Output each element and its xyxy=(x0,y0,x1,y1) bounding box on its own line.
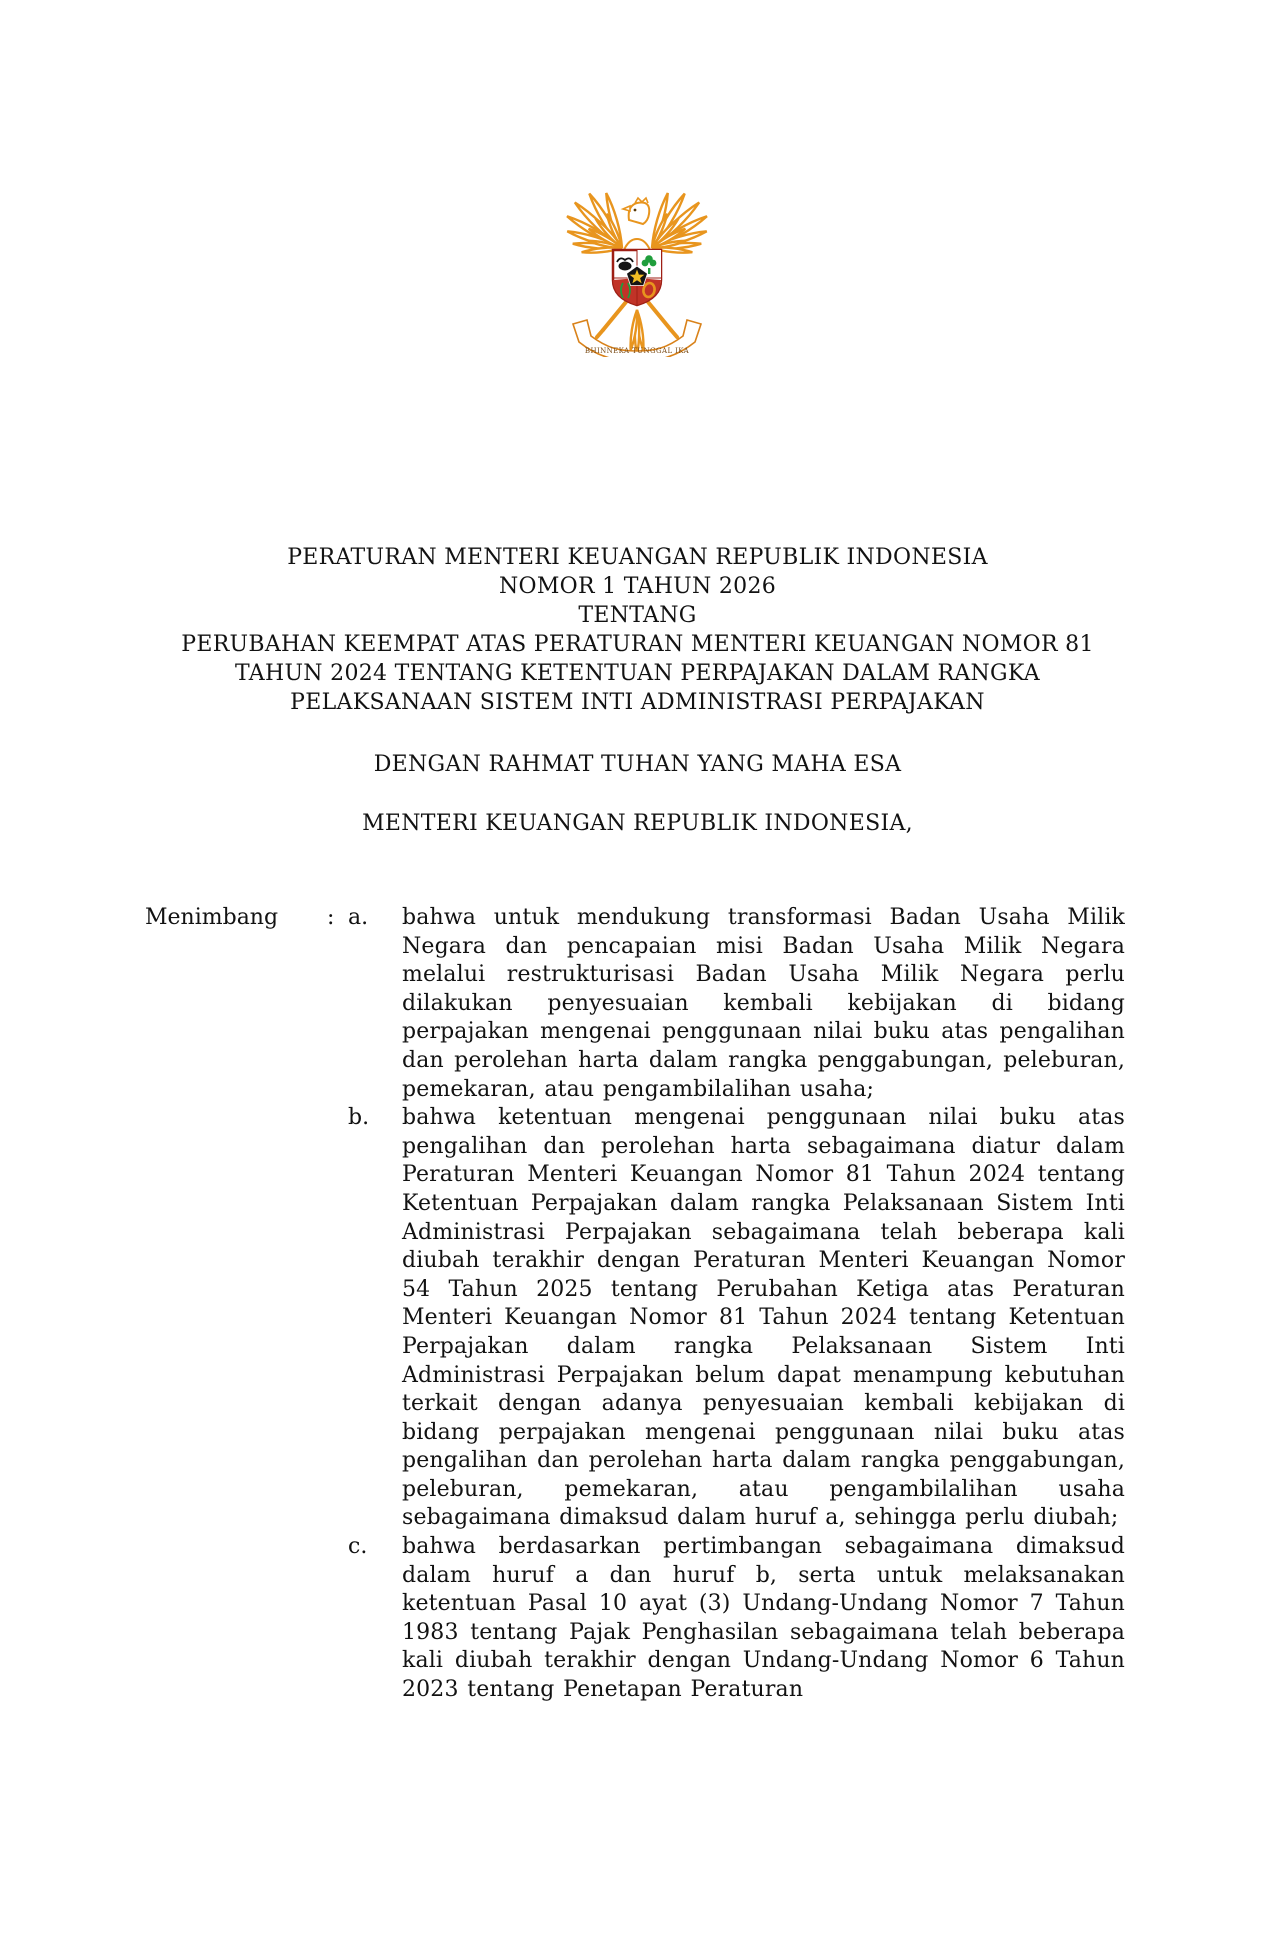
title-line-subject-2: TAHUN 2024 TENTANG KETENTUAN PERPAJAKAN DALAM RANGKA xyxy=(235,661,1040,686)
item-letter-c: c. xyxy=(348,1534,368,1560)
regulation-title-block xyxy=(0,543,1275,717)
title-line-tentang: TENTANG xyxy=(578,603,697,628)
title-line-subject-1: PERUBAHAN KEEMPAT ATAS PERATURAN MENTERI KEUANGAN NOMOR 81 xyxy=(181,632,1094,657)
item-text-c: bahwa berdasarkan pertimbangan sebagaimana dimaksud dalam huruf a dan huruf b, serta untuk melaksanakan ketentuan Pasal 10 ayat (3) Undang-Undang Nomor 7 Tahun 1983 tentang Pajak Penghasilan sebagaimana telah beberapa kali diubah terakhir dengan Undang-Undang Nomor 6 Tahun 2023 tentang Penetapan Peraturan xyxy=(402,1534,1125,1703)
emblem-shield xyxy=(613,250,661,305)
emblem-banner-text: BHINNEKA TUNGGAL IKA xyxy=(584,347,690,355)
item-text-b: bahwa ketentuan mengenai penggunaan nilai buku atas pengalihan dan perolehan harta sebagaimana diatur dalam Peraturan Menteri Keuangan Nomor 81 Tahun 2024 tentang Ketentuan Perpajakan dalam rangka Pelaksanaan Sistem Inti Administrasi Perpajakan sebagaimana telah beberapa kali diubah terakhir dengan Peraturan Menteri Keuangan Nomor 54 Tahun 2025 tentang Perubahan Ketiga atas Peraturan Menteri Keuangan Nomor 81 Tahun 2024 tentang Ketentuan Perpajakan dalam rangka Pelaksanaan Sistem Inti Administrasi Perpajakan belum dapat menampung kebutuhan terkait dengan adanya penyesuaian kembali kebijakan di bidang perpajakan mengenai penggunaan nilai buku atas pengalihan dan perolehan harta dalam rangka penggabungan, peleburan, pemekaran, atau pengambilalihan usaha sebagaimana dimaksud dalam huruf a, sehingga perlu diubah; xyxy=(402,1105,1125,1531)
title-line-authority: PERATURAN MENTERI KEUANGAN REPUBLIK INDONESIA xyxy=(287,545,988,570)
title-line-number: NOMOR 1 TAHUN 2026 xyxy=(498,574,777,599)
title-line-subject-3: PELAKSANAAN SISTEM INTI ADMINISTRASI PERPAJAKAN xyxy=(290,690,985,715)
considerations-section xyxy=(145,904,1125,1705)
consideration-row-c xyxy=(145,1533,1125,1705)
menimbang-label: Menimbang xyxy=(145,905,279,930)
item-text-a: bahwa untuk mendukung transformasi Badan Usaha Milik Negara dan pencapaian misi Badan Usaha Milik Negara melalui restrukturisasi Badan Usaha Milik Negara perlu dilakukan penyesuaian kembali kebijakan di bidang perpajakan mengenai penggunaan nilai buku atas pengalihan dan perolehan harta dalam rangka penggabungan, peleburan, pemekaran, atau pengambilalihan usaha; xyxy=(402,905,1125,1102)
item-letter-a: a. xyxy=(348,905,369,930)
garuda-pancasila-emblem xyxy=(557,190,717,357)
authority-line: MENTERI KEUANGAN REPUBLIK INDONESIA, xyxy=(362,811,913,836)
consideration-row-a xyxy=(145,904,1125,1104)
menimbang-colon: : xyxy=(327,905,335,930)
item-letter-b: b. xyxy=(348,1105,370,1131)
garuda-pancasila-icon xyxy=(557,190,717,357)
consideration-row-b xyxy=(145,1104,1125,1533)
invocation-line: DENGAN RAHMAT TUHAN YANG MAHA ESA xyxy=(373,752,902,777)
emblem-head xyxy=(623,198,649,224)
